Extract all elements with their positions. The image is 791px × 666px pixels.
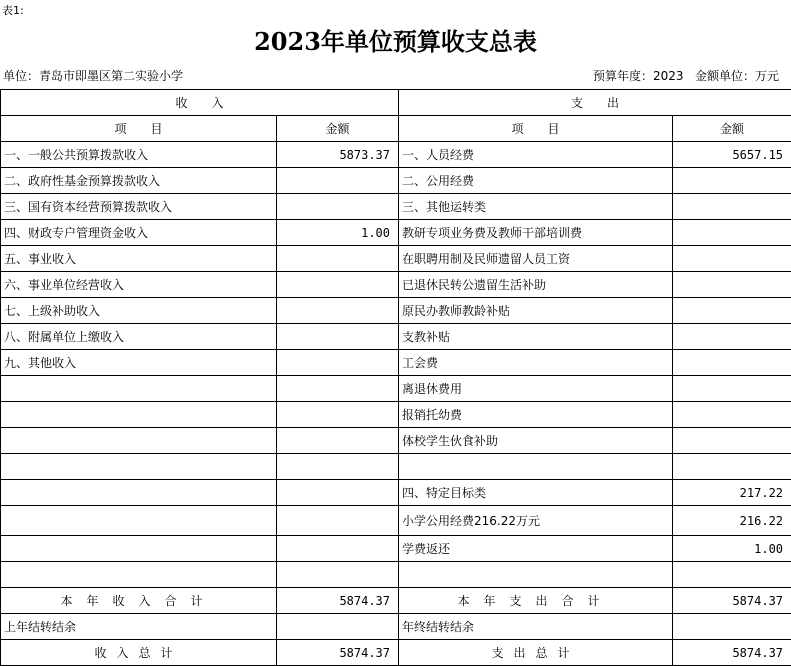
expense-item-cell: 体校学生伙食补助 bbox=[399, 428, 673, 454]
section-header-row bbox=[1, 90, 791, 116]
expense-item-cell: 四、特定目标类 bbox=[399, 480, 673, 506]
income-amount-cell bbox=[277, 350, 399, 376]
expense-amount-cell: 216.22 bbox=[673, 506, 791, 536]
expense-amount-cell bbox=[673, 376, 791, 402]
table-row bbox=[1, 142, 791, 168]
income-amount-cell: 5873.37 bbox=[277, 142, 399, 168]
table-row bbox=[1, 506, 791, 536]
income-amount-cell bbox=[277, 246, 399, 272]
sheet-label: 表1: bbox=[2, 4, 24, 17]
carry-out-amount bbox=[673, 614, 791, 640]
carry-in-amount bbox=[277, 614, 399, 640]
grand-total-row bbox=[1, 640, 791, 666]
budget-table bbox=[0, 89, 791, 666]
unit-label: 单位：青岛市即墨区第二实验小学 bbox=[3, 69, 184, 83]
expense-amount-cell bbox=[673, 428, 791, 454]
table-row bbox=[1, 246, 791, 272]
table-row bbox=[1, 402, 791, 428]
expense-item-cell: 学费返还 bbox=[399, 536, 673, 562]
expense-item-cell: 二、公用经费 bbox=[399, 168, 673, 194]
income-item-cell: 二、政府性基金预算拨款收入 bbox=[1, 168, 277, 194]
income-item-cell: 三、国有资本经营预算拨款收入 bbox=[1, 194, 277, 220]
expense-amount-cell bbox=[673, 298, 791, 324]
expense-total-amount: 5874.37 bbox=[673, 640, 791, 666]
expense-item-cell: 支教补贴 bbox=[399, 324, 673, 350]
expense-amount-cell bbox=[673, 454, 791, 480]
total-row bbox=[1, 588, 791, 614]
income-amount-cell bbox=[277, 168, 399, 194]
expense-amount-cell bbox=[673, 402, 791, 428]
income-item-cell: 六、事业单位经营收入 bbox=[1, 272, 277, 298]
income-amount-cell bbox=[277, 298, 399, 324]
expense-amount-cell bbox=[673, 562, 791, 588]
carry-row bbox=[1, 614, 791, 640]
expense-item-cell bbox=[399, 562, 673, 588]
income-item-cell bbox=[1, 428, 277, 454]
expense-item-cell bbox=[399, 454, 673, 480]
income-item-cell: 九、其他收入 bbox=[1, 350, 277, 376]
income-amount-cell bbox=[277, 194, 399, 220]
income-total-label: 收入总计 bbox=[1, 640, 277, 666]
table-row bbox=[1, 454, 791, 480]
income-amount-cell bbox=[277, 324, 399, 350]
income-item-cell bbox=[1, 376, 277, 402]
income-item-cell: 一、一般公共预算拨款收入 bbox=[1, 142, 277, 168]
income-item-cell bbox=[1, 402, 277, 428]
expense-item-cell: 在职聘用制及民师遗留人员工资 bbox=[399, 246, 673, 272]
expense-amount-cell bbox=[673, 324, 791, 350]
carry-in-label: 上年结转结余 bbox=[1, 614, 277, 640]
expense-item-header: 项 目 bbox=[399, 116, 673, 142]
expense-item-cell: 教研专项业务费及教师干部培训费 bbox=[399, 220, 673, 246]
income-amount-cell: 1.00 bbox=[277, 220, 399, 246]
income-total-amount: 5874.37 bbox=[277, 640, 399, 666]
expense-item-cell: 报销托幼费 bbox=[399, 402, 673, 428]
income-item-cell bbox=[1, 454, 277, 480]
table-row bbox=[1, 562, 791, 588]
table-row bbox=[1, 168, 791, 194]
carry-out-label: 年终结转结余 bbox=[399, 614, 673, 640]
income-amount-cell bbox=[277, 536, 399, 562]
income-header: 收 入 bbox=[1, 90, 399, 116]
income-amount-cell bbox=[277, 506, 399, 536]
income-amount-cell bbox=[277, 272, 399, 298]
table-row bbox=[1, 272, 791, 298]
income-item-cell: 七、上级补助收入 bbox=[1, 298, 277, 324]
income-item-cell bbox=[1, 506, 277, 536]
expense-total-label: 支出总计 bbox=[399, 640, 673, 666]
expense-amount-header: 金额 bbox=[673, 116, 791, 142]
income-amount-cell bbox=[277, 402, 399, 428]
income-item-cell: 八、附属单位上缴收入 bbox=[1, 324, 277, 350]
table-row bbox=[1, 194, 791, 220]
expense-amount-cell bbox=[673, 168, 791, 194]
table-row bbox=[1, 298, 791, 324]
table-row bbox=[1, 220, 791, 246]
year-unit-label: 预算年度：2023 金额单位：万元 bbox=[593, 69, 779, 83]
expense-amount-cell bbox=[673, 194, 791, 220]
income-amount-cell bbox=[277, 428, 399, 454]
expense-amount-cell: 217.22 bbox=[673, 480, 791, 506]
table-row bbox=[1, 376, 791, 402]
year-expense-amount: 5874.37 bbox=[673, 588, 791, 614]
column-header-row bbox=[1, 116, 791, 142]
income-item-cell: 四、财政专户管理资金收入 bbox=[1, 220, 277, 246]
expense-amount-cell bbox=[673, 350, 791, 376]
income-amount-header: 金额 bbox=[277, 116, 399, 142]
table-row bbox=[1, 324, 791, 350]
income-item-cell bbox=[1, 562, 277, 588]
table-row bbox=[1, 428, 791, 454]
income-amount-cell bbox=[277, 480, 399, 506]
table-row bbox=[1, 350, 791, 376]
income-amount-cell bbox=[277, 376, 399, 402]
year-income-amount: 5874.37 bbox=[277, 588, 399, 614]
income-amount-cell bbox=[277, 454, 399, 480]
expense-amount-cell bbox=[673, 220, 791, 246]
expense-amount-cell: 1.00 bbox=[673, 536, 791, 562]
page-title: 2023年单位预算收支总表 bbox=[254, 27, 537, 56]
expense-item-cell: 工会费 bbox=[399, 350, 673, 376]
expense-item-cell: 离退休费用 bbox=[399, 376, 673, 402]
expense-header: 支 出 bbox=[399, 90, 791, 116]
expense-item-cell: 原民办教师教龄补贴 bbox=[399, 298, 673, 324]
expense-item-cell: 小学公用经费216.22万元 bbox=[399, 506, 673, 536]
table-row bbox=[1, 536, 791, 562]
income-item-cell bbox=[1, 480, 277, 506]
income-item-cell bbox=[1, 536, 277, 562]
expense-amount-cell bbox=[673, 272, 791, 298]
income-item-cell: 五、事业收入 bbox=[1, 246, 277, 272]
income-item-header: 项 目 bbox=[1, 116, 277, 142]
year-expense-label: 本年支出合计 bbox=[399, 588, 673, 614]
year-income-label: 本年收入合计 bbox=[1, 588, 277, 614]
expense-item-cell: 已退休民转公遗留生活补助 bbox=[399, 272, 673, 298]
expense-amount-cell bbox=[673, 246, 791, 272]
income-amount-cell bbox=[277, 562, 399, 588]
expense-amount-cell: 5657.15 bbox=[673, 142, 791, 168]
expense-item-cell: 三、其他运转类 bbox=[399, 194, 673, 220]
expense-item-cell: 一、人员经费 bbox=[399, 142, 673, 168]
table-row bbox=[1, 480, 791, 506]
